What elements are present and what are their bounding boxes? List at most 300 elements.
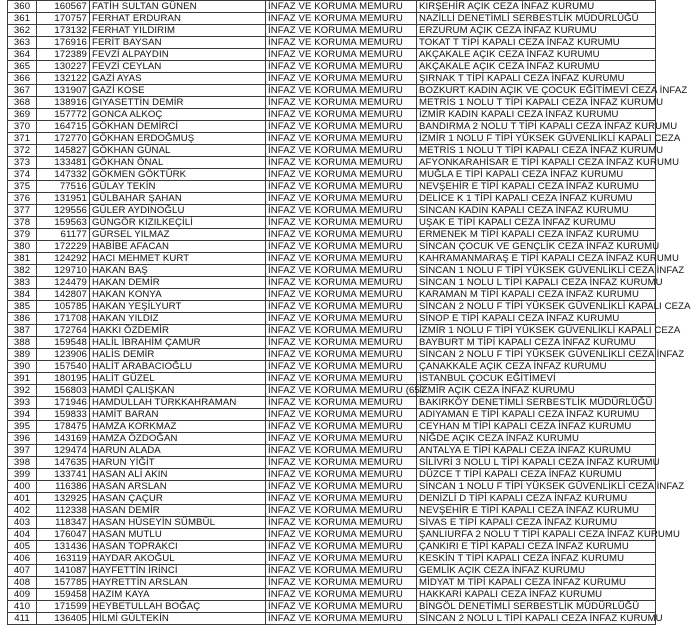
- job-title-cell: İNFAZ VE KORUMA MEMURU: [266, 1, 417, 13]
- registry-number-cell: 142807: [37, 289, 90, 301]
- full-name-cell: HAKAN DEMİR: [90, 277, 266, 289]
- institution-cell: KESKİN T TİPİ KAPALI CEZA İNFAZ KURUMU: [417, 553, 656, 565]
- row-number-cell: 383: [8, 277, 37, 289]
- registry-number-cell: 147332: [37, 169, 90, 181]
- full-name-cell: HAMİT BARAN: [90, 409, 266, 421]
- row-number-cell: 376: [8, 193, 37, 205]
- registry-number-cell: 171599: [37, 601, 90, 613]
- row-number-cell: 366: [8, 73, 37, 85]
- registry-number-cell: 141087: [37, 565, 90, 577]
- institution-cell: BİNGÖL DENETİMLİ SERBESTLİK MÜDÜRLÜĞÜ: [417, 601, 656, 613]
- registry-number-cell: 173132: [37, 25, 90, 37]
- registry-number-cell: 178475: [37, 421, 90, 433]
- job-title-cell: İNFAZ VE KORUMA MEMURU: [266, 145, 417, 157]
- table-row: [8, 85, 656, 97]
- table-row: [8, 73, 656, 85]
- row-number-cell: 381: [8, 253, 37, 265]
- registry-number-cell: 159458: [37, 589, 90, 601]
- job-title-cell: İNFAZ VE KORUMA MEMURU: [266, 613, 417, 625]
- registry-number-cell: 132122: [37, 73, 90, 85]
- job-title-cell: İNFAZ VE KORUMA MEMURU: [266, 97, 417, 109]
- registry-number-cell: 159563: [37, 217, 90, 229]
- registry-number-cell: 129710: [37, 265, 90, 277]
- table-row: [8, 529, 656, 541]
- registry-number-cell: 170757: [37, 13, 90, 25]
- full-name-cell: HACI MEHMET KURT: [90, 253, 266, 265]
- job-title-cell: İNFAZ VE KORUMA MEMURU: [266, 229, 417, 241]
- registry-number-cell: 77516: [37, 181, 90, 193]
- row-number-cell: 371: [8, 133, 37, 145]
- table-row: [8, 217, 656, 229]
- row-number-cell: 409: [8, 589, 37, 601]
- registry-number-cell: 143169: [37, 433, 90, 445]
- row-number-cell: 380: [8, 241, 37, 253]
- institution-cell: MUĞLA E TİPİ KAPALI CEZA İNFAZ KURUMU: [417, 169, 656, 181]
- row-number-cell: 403: [8, 517, 37, 529]
- row-number-cell: 386: [8, 313, 37, 325]
- registry-number-cell: 172229: [37, 241, 90, 253]
- job-title-cell: İNFAZ VE KORUMA MEMURU: [266, 205, 417, 217]
- institution-cell: SİNCAN 2 NOLU F TİPİ YÜKSEK GÜVENLİKLİ CEZA İNFAZ: [417, 349, 656, 361]
- job-title-cell: İNFAZ VE KORUMA MEMURU: [266, 505, 417, 517]
- institution-cell: MİDYAT M TİPİ KAPALI CEZA İNFAZ KURUMU: [417, 577, 656, 589]
- full-name-cell: HALİT ARABACIOĞLU: [90, 361, 266, 373]
- full-name-cell: GÖKHAN DEMİRCİ: [90, 121, 266, 133]
- row-number-cell: 397: [8, 445, 37, 457]
- registry-number-cell: 180195: [37, 373, 90, 385]
- table-row: [8, 25, 656, 37]
- row-number-cell: 369: [8, 109, 37, 121]
- institution-cell: SİVAS E TİPİ KAPALI CEZA İNFAZ KURUMU: [417, 517, 656, 529]
- institution-cell: DELİCE K 1 TİPİ KAPALI CEZA İNFAZ KURUMU: [417, 193, 656, 205]
- job-title-cell: İNFAZ VE KORUMA MEMURU: [266, 469, 417, 481]
- table-row: [8, 169, 656, 181]
- registry-number-cell: 138916: [37, 97, 90, 109]
- registry-number-cell: 164715: [37, 121, 90, 133]
- full-name-cell: GIYASETTİN DEMİR: [90, 97, 266, 109]
- job-title-cell: İNFAZ VE KORUMA MEMURU: [266, 109, 417, 121]
- institution-cell: İZMİR KADIN KAPALI CEZA İNFAZ KURUMU: [417, 109, 656, 121]
- table-row: [8, 145, 656, 157]
- institution-cell: METRİS 1 NOLU T TİPİ KAPALI CEZA İNFAZ KURUMU: [417, 145, 656, 157]
- registry-number-cell: 131951: [37, 193, 90, 205]
- job-title-cell: İNFAZ VE KORUMA MEMURU: [266, 421, 417, 433]
- registry-number-cell: 172770: [37, 133, 90, 145]
- job-title-cell: İNFAZ VE KORUMA MEMURU: [266, 169, 417, 181]
- institution-cell: ŞIRNAK T TİPİ KAPALI CEZA İNFAZ KURUMU: [417, 73, 656, 85]
- job-title-cell: İNFAZ VE KORUMA MEMURU: [266, 457, 417, 469]
- personnel-table-body: [8, 1, 691, 625]
- row-number-cell: 410: [8, 601, 37, 613]
- table-row: [8, 97, 656, 109]
- table-row: [8, 469, 656, 481]
- registry-number-cell: 172389: [37, 49, 90, 61]
- table-row: [8, 421, 656, 433]
- full-name-cell: GÖKHAN ERDOĞMUŞ: [90, 133, 266, 145]
- full-name-cell: HALİT GÜZEL: [90, 373, 266, 385]
- institution-cell: SİNCAN 2 NOLU F TİPİ YÜKSEK GÜVENLİKLİ KAPALI CEZA: [417, 301, 656, 313]
- registry-number-cell: 123906: [37, 349, 90, 361]
- job-title-cell: İNFAZ VE KORUMA MEMURU: [266, 397, 417, 409]
- institution-cell: GEMLİK AÇIK CEZA İNFAZ KURUMU: [417, 565, 656, 577]
- institution-cell: DENİZLİ D TİPİ KAPALI CEZA İNFAZ KURUMU: [417, 493, 656, 505]
- job-title-cell: İNFAZ VE KORUMA MEMURU: [266, 481, 417, 493]
- table-row: [8, 589, 656, 601]
- registry-number-cell: 133481: [37, 157, 90, 169]
- institution-cell: KARAMAN M TİPİ KAPALI CEZA İNFAZ KURUMU: [417, 289, 656, 301]
- registry-number-cell: 157785: [37, 577, 90, 589]
- institution-cell: TOKAT T TİPİ KAPALI CEZA İNFAZ KURUMU: [417, 37, 656, 49]
- full-name-cell: FATİH SULTAN GÜNEN: [90, 1, 266, 13]
- registry-number-cell: 131907: [37, 85, 90, 97]
- row-number-cell: 363: [8, 37, 37, 49]
- institution-cell: SİNOP E TİPİ KAPALI CEZA İNFAZ KURUMU: [417, 313, 656, 325]
- full-name-cell: HEYBETULLAH BOĞAÇ: [90, 601, 266, 613]
- full-name-cell: FEVZİ ALPAYDIN: [90, 49, 266, 61]
- job-title-cell: İNFAZ VE KORUMA MEMURU: [266, 277, 417, 289]
- institution-cell: ANTALYA E TİPİ KAPALI CEZA İNFAZ KURUMU: [417, 445, 656, 457]
- row-number-cell: 398: [8, 457, 37, 469]
- full-name-cell: HARUN YİĞİT: [90, 457, 266, 469]
- job-title-cell: İNFAZ VE KORUMA MEMURU: [266, 529, 417, 541]
- full-name-cell: HASAN HÜSEYİN SÜMBÜL: [90, 517, 266, 529]
- registry-number-cell: 176047: [37, 529, 90, 541]
- job-title-cell: İNFAZ VE KORUMA MEMURU: [266, 265, 417, 277]
- table-row: [8, 349, 656, 361]
- row-number-cell: 391: [8, 373, 37, 385]
- row-number-cell: 367: [8, 85, 37, 97]
- full-name-cell: HALİS DEMİR: [90, 349, 266, 361]
- full-name-cell: GÖKHAN GÜNAL: [90, 145, 266, 157]
- institution-cell: AKÇAKALE AÇIK CEZA İNFAZ KURUMU: [417, 49, 656, 61]
- institution-cell: BAKIRKÖY DENETİMLİ SERBESTLİK MÜDÜRLÜĞÜ: [417, 397, 656, 409]
- full-name-cell: FERHAT ERDURAN: [90, 13, 266, 25]
- table-row: [8, 277, 656, 289]
- row-number-cell: 375: [8, 181, 37, 193]
- table-row: [8, 361, 656, 373]
- job-title-cell: İNFAZ VE KORUMA MEMURU: [266, 313, 417, 325]
- table-row: [8, 505, 656, 517]
- job-title-cell: İNFAZ VE KORUMA MEMURU: [266, 553, 417, 565]
- table-row: [8, 13, 656, 25]
- table-row: [8, 517, 656, 529]
- institution-cell: ÇANAKKALE AÇIK CEZA İNFAZ KURUMU: [417, 361, 656, 373]
- job-title-cell: İNFAZ VE KORUMA MEMURU: [266, 445, 417, 457]
- institution-cell: ADIYAMAN E TİPİ KAPALI CEZA İNFAZ KURUMU: [417, 409, 656, 421]
- job-title-cell: İNFAZ VE KORUMA MEMURU: [266, 349, 417, 361]
- registry-number-cell: 163119: [37, 553, 90, 565]
- registry-number-cell: 132925: [37, 493, 90, 505]
- full-name-cell: GÖKMEN GÖKTÜRK: [90, 169, 266, 181]
- institution-cell: ŞANLIURFA 2 NOLU T TİPİ KAPALI CEZA İNFAZ KURUMU: [417, 529, 656, 541]
- table-row: [8, 433, 656, 445]
- job-title-cell: İNFAZ VE KORUMA MEMURU: [266, 337, 417, 349]
- full-name-cell: HAZIM KAYA: [90, 589, 266, 601]
- table-row: [8, 121, 656, 133]
- registry-number-cell: 130227: [37, 61, 90, 73]
- institution-cell: İZMİR 1 NOLU F TİPİ YÜKSEK GÜVENLİKLİ KAPALI CEZA: [417, 133, 656, 145]
- job-title-cell: İNFAZ VE KORUMA MEMURU: [266, 577, 417, 589]
- full-name-cell: HAYRETTİN ARSLAN: [90, 577, 266, 589]
- job-title-cell: İNFAZ VE KORUMA MEMURU: [266, 601, 417, 613]
- registry-number-cell: 172764: [37, 325, 90, 337]
- institution-cell: UŞAK E TİPİ KAPALI CEZA İNFAZ KURUMU: [417, 217, 656, 229]
- registry-number-cell: 176916: [37, 37, 90, 49]
- full-name-cell: GONCA ALKOÇ: [90, 109, 266, 121]
- registry-number-cell: 131436: [37, 541, 90, 553]
- row-number-cell: 385: [8, 301, 37, 313]
- registry-number-cell: 129556: [37, 205, 90, 217]
- job-title-cell: İNFAZ VE KORUMA MEMURU: [266, 133, 417, 145]
- personnel-table: [7, 0, 691, 625]
- job-title-cell: İNFAZ VE KORUMA MEMURU: [266, 433, 417, 445]
- table-row: [8, 1, 656, 13]
- table-row: [8, 265, 656, 277]
- table-row: [8, 493, 656, 505]
- registry-number-cell: 156803: [37, 385, 90, 397]
- row-number-cell: 377: [8, 205, 37, 217]
- institution-cell: KIRŞEHİR AÇIK CEZA İNFAZ KURUMU: [417, 1, 656, 13]
- row-number-cell: 387: [8, 325, 37, 337]
- full-name-cell: HASAN ALİ AKIN: [90, 469, 266, 481]
- job-title-cell: İNFAZ VE KORUMA MEMURU: [266, 361, 417, 373]
- full-name-cell: HASAN DEMİR: [90, 505, 266, 517]
- table-row: [8, 337, 656, 349]
- registry-number-cell: 145827: [37, 145, 90, 157]
- row-number-cell: 382: [8, 265, 37, 277]
- job-title-cell: İNFAZ VE KORUMA MEMURU: [266, 85, 417, 97]
- table-row: [8, 397, 656, 409]
- full-name-cell: GÖKHAN ÖNAL: [90, 157, 266, 169]
- registry-number-cell: 136405: [37, 613, 90, 625]
- row-number-cell: 394: [8, 409, 37, 421]
- job-title-cell: İNFAZ VE KORUMA MEMURU: [266, 517, 417, 529]
- table-row: [8, 541, 656, 553]
- row-number-cell: 401: [8, 493, 37, 505]
- registry-number-cell: 157772: [37, 109, 90, 121]
- job-title-cell: İNFAZ VE KORUMA MEMURU: [266, 325, 417, 337]
- institution-cell: SİNCAN 1 NOLU L TİPİ KAPALI CEZA İNFAZ KURUMU: [417, 277, 656, 289]
- row-number-cell: 384: [8, 289, 37, 301]
- full-name-cell: HAKAN BAŞ: [90, 265, 266, 277]
- full-name-cell: HASAN MUTLU: [90, 529, 266, 541]
- full-name-cell: HASAN TOPRAKCI: [90, 541, 266, 553]
- job-title-cell: İNFAZ VE KORUMA MEMURU: [266, 217, 417, 229]
- registry-number-cell: 124292: [37, 253, 90, 265]
- row-number-cell: 408: [8, 577, 37, 589]
- table-row: [8, 133, 656, 145]
- full-name-cell: FEVZİ CEYLAN: [90, 61, 266, 73]
- table-row: [8, 205, 656, 217]
- registry-number-cell: 157540: [37, 361, 90, 373]
- row-number-cell: 396: [8, 433, 37, 445]
- institution-cell: AKÇAKALE AÇIK CEZA İNFAZ KURUMU: [417, 61, 656, 73]
- registry-number-cell: 124479: [37, 277, 90, 289]
- table-row: [8, 241, 656, 253]
- institution-cell: BANDIRMA 2 NOLU T TİPİ KAPALI CEZA İNFAZ KURUMU: [417, 121, 656, 133]
- table-row: [8, 157, 656, 169]
- institution-cell: METRİS 1 NOLU T TİPİ KAPALI CEZA İNFAZ KURUMU: [417, 97, 656, 109]
- job-title-cell: İNFAZ VE KORUMA MEMURU: [266, 565, 417, 577]
- full-name-cell: FERİT BAYSAN: [90, 37, 266, 49]
- full-name-cell: FERHAT YILDIRIM: [90, 25, 266, 37]
- job-title-cell: İNFAZ VE KORUMA MEMURU: [266, 193, 417, 205]
- row-number-cell: 411: [8, 613, 37, 625]
- full-name-cell: GÜNGÖR KIZILKEÇİLİ: [90, 217, 266, 229]
- institution-cell: SİNCAN 2 NOLU L TİPİ KAPALI CEZA İNFAZ KURUMU: [417, 613, 656, 625]
- full-name-cell: HAMZA ÖZDOĞAN: [90, 433, 266, 445]
- full-name-cell: HARUN ALADA: [90, 445, 266, 457]
- job-title-cell: İNFAZ VE KORUMA MEMURU: [266, 409, 417, 421]
- full-name-cell: GAZİ KOSE: [90, 85, 266, 97]
- full-name-cell: HAKAN YEŞİLYURT: [90, 301, 266, 313]
- row-number-cell: 378: [8, 217, 37, 229]
- institution-cell: SİNCAN KADIN KAPALI CEZA İNFAZ KURUMU: [417, 205, 656, 217]
- institution-cell: NİĞDE AÇIK CEZA İNFAZ KURUMU: [417, 433, 656, 445]
- table-row: [8, 301, 656, 313]
- full-name-cell: HAYDAR AKOĞUL: [90, 553, 266, 565]
- registry-number-cell: 171708: [37, 313, 90, 325]
- row-number-cell: 399: [8, 469, 37, 481]
- institution-cell: ERZURUM AÇIK CEZA İNFAZ KURUMU: [417, 25, 656, 37]
- institution-cell: SİNCAN 1 NOLU F TİPİ YÜKSEK GÜVENLİKLİ CEZA İNFAZ: [417, 481, 656, 493]
- full-name-cell: HAYFETTİN İRİNCİ: [90, 565, 266, 577]
- full-name-cell: HAKKI ÖZDEMİR: [90, 325, 266, 337]
- table-row: [8, 373, 656, 385]
- full-name-cell: HASAN ARSLAN: [90, 481, 266, 493]
- row-number-cell: 402: [8, 505, 37, 517]
- table-row: [8, 481, 656, 493]
- full-name-cell: HAMDİ ÇALIŞKAN: [90, 385, 266, 397]
- table-row: [8, 229, 656, 241]
- full-name-cell: GÜLBAHAR ŞAHAN: [90, 193, 266, 205]
- job-title-cell: İNFAZ VE KORUMA MEMURU: [266, 49, 417, 61]
- institution-cell: NEVŞEHİR E TİPİ KAPALI CEZA İNFAZ KURUMU: [417, 181, 656, 193]
- row-number-cell: 392: [8, 385, 37, 397]
- row-number-cell: 400: [8, 481, 37, 493]
- row-number-cell: 407: [8, 565, 37, 577]
- job-title-cell: İNFAZ VE KORUMA MEMURU: [266, 13, 417, 25]
- full-name-cell: HAKAN YILDIZ: [90, 313, 266, 325]
- job-title-cell: İNFAZ VE KORUMA MEMURU: [266, 589, 417, 601]
- institution-cell: NEVŞEHİR E TİPİ KAPALI CEZA İNFAZ KURUMU: [417, 505, 656, 517]
- row-number-cell: 405: [8, 541, 37, 553]
- row-number-cell: 365: [8, 61, 37, 73]
- full-name-cell: GÜRSEL YILMAZ: [90, 229, 266, 241]
- row-number-cell: 373: [8, 157, 37, 169]
- institution-cell: İZMİR AÇIK CEZA İNFAZ KURUMU: [417, 385, 656, 397]
- table-row: [8, 325, 656, 337]
- row-number-cell: 395: [8, 421, 37, 433]
- institution-cell: ERMENEK M TİPİ KAPALI CEZA İNFAZ KURUMU: [417, 229, 656, 241]
- registry-number-cell: 147635: [37, 457, 90, 469]
- table-row: [8, 289, 656, 301]
- institution-cell: ÇANKIRI E TİPİ KAPALI CEZA İNFAZ KURUMU: [417, 541, 656, 553]
- row-number-cell: 404: [8, 529, 37, 541]
- institution-cell: SİNCAN ÇOCUK VE GENÇLİK CEZA İNFAZ KURUMU: [417, 241, 656, 253]
- full-name-cell: GÜLAY TEKİN: [90, 181, 266, 193]
- registry-number-cell: 159548: [37, 337, 90, 349]
- registry-number-cell: 112338: [37, 505, 90, 517]
- table-row: [8, 109, 656, 121]
- table-row: [8, 565, 656, 577]
- institution-cell: CEYHAN M TİPİ KAPALI CEZA İNFAZ KURUMU: [417, 421, 656, 433]
- registry-number-cell: 116386: [37, 481, 90, 493]
- full-name-cell: GÜLER AYDINOĞLU: [90, 205, 266, 217]
- row-number-cell: 379: [8, 229, 37, 241]
- row-number-cell: 361: [8, 13, 37, 25]
- row-number-cell: 390: [8, 361, 37, 373]
- full-name-cell: HAKAN KONYA: [90, 289, 266, 301]
- job-title-cell: İNFAZ VE KORUMA MEMURU: [266, 493, 417, 505]
- institution-cell: HAKKARİ KAPALI CEZA İNFAZ KURUMU: [417, 589, 656, 601]
- row-number-cell: 374: [8, 169, 37, 181]
- table-row: [8, 193, 656, 205]
- job-title-cell: İNFAZ VE KORUMA MEMURU: [266, 73, 417, 85]
- registry-number-cell: 171946: [37, 397, 90, 409]
- row-number-cell: 370: [8, 121, 37, 133]
- institution-cell: BAYBURT M TİPİ KAPALI CEZA İNFAZ KURUMU: [417, 337, 656, 349]
- table-row: [8, 37, 656, 49]
- row-number-cell: 372: [8, 145, 37, 157]
- row-number-cell: 393: [8, 397, 37, 409]
- job-title-cell: İNFAZ VE KORUMA MEMURU: [266, 181, 417, 193]
- full-name-cell: HABİBE AFACAN: [90, 241, 266, 253]
- table-row: [8, 49, 656, 61]
- job-title-cell: İNFAZ VE KORUMA MEMURU: [266, 37, 417, 49]
- row-number-cell: 406: [8, 553, 37, 565]
- job-title-cell: İNFAZ VE KORUMA MEMURU: [266, 61, 417, 73]
- table-row: [8, 457, 656, 469]
- institution-cell: İZMİR 1 NOLU F TİPİ YÜKSEK GÜVENLİKLİ KAPALI CEZA: [417, 325, 656, 337]
- table-row: [8, 445, 656, 457]
- full-name-cell: GAZİ AYAS: [90, 73, 266, 85]
- institution-cell: SİNCAN 1 NOLU F TİPİ YÜKSEK GÜVENLİKLİ CEZA İNFAZ: [417, 265, 656, 277]
- registry-number-cell: 105785: [37, 301, 90, 313]
- row-number-cell: 364: [8, 49, 37, 61]
- table-row: [8, 577, 656, 589]
- registry-number-cell: 160567: [37, 1, 90, 13]
- full-name-cell: HİLMİ GÜLTEKİN: [90, 613, 266, 625]
- row-number-cell: 388: [8, 337, 37, 349]
- row-number-cell: 389: [8, 349, 37, 361]
- job-title-cell: İNFAZ VE KORUMA MEMURU: [266, 253, 417, 265]
- table-row: [8, 553, 656, 565]
- institution-cell: BOZKURT KADIN AÇIK VE ÇOCUK EĞİTİMEVİ CEZA İNFAZ: [417, 85, 656, 97]
- full-name-cell: HAMZA KORKMAZ: [90, 421, 266, 433]
- row-number-cell: 360: [8, 1, 37, 13]
- full-name-cell: HALİL İBRAHİM ÇAMUR: [90, 337, 266, 349]
- institution-cell: NAZİLLİ DENETİMLİ SERBESTLİK MÜDÜRLÜĞÜ: [417, 13, 656, 25]
- job-title-cell: İNFAZ VE KORUMA MEMURU: [266, 373, 417, 385]
- job-title-cell: İNFAZ VE KORUMA MEMURU: [266, 301, 417, 313]
- institution-cell: KAHRAMANMARAŞ E TİPİ KAPALI CEZA İNFAZ KURUMU: [417, 253, 656, 265]
- job-title-cell: İNFAZ VE KORUMA MEMURU (657: [266, 385, 417, 397]
- registry-number-cell: 61177: [37, 229, 90, 241]
- table-row: [8, 253, 656, 265]
- job-title-cell: İNFAZ VE KORUMA MEMURU: [266, 121, 417, 133]
- row-number-cell: 368: [8, 97, 37, 109]
- institution-cell: SİLİVRİ 3 NOLU L TİPİ KAPALI CEZA İNFAZ KURUMU: [417, 457, 656, 469]
- job-title-cell: İNFAZ VE KORUMA MEMURU: [266, 25, 417, 37]
- job-title-cell: İNFAZ VE KORUMA MEMURU: [266, 241, 417, 253]
- table-row: [8, 601, 656, 613]
- table-row: [8, 385, 656, 397]
- registry-number-cell: 129474: [37, 445, 90, 457]
- table-row: [8, 613, 656, 625]
- registry-number-cell: 159833: [37, 409, 90, 421]
- job-title-cell: İNFAZ VE KORUMA MEMURU: [266, 289, 417, 301]
